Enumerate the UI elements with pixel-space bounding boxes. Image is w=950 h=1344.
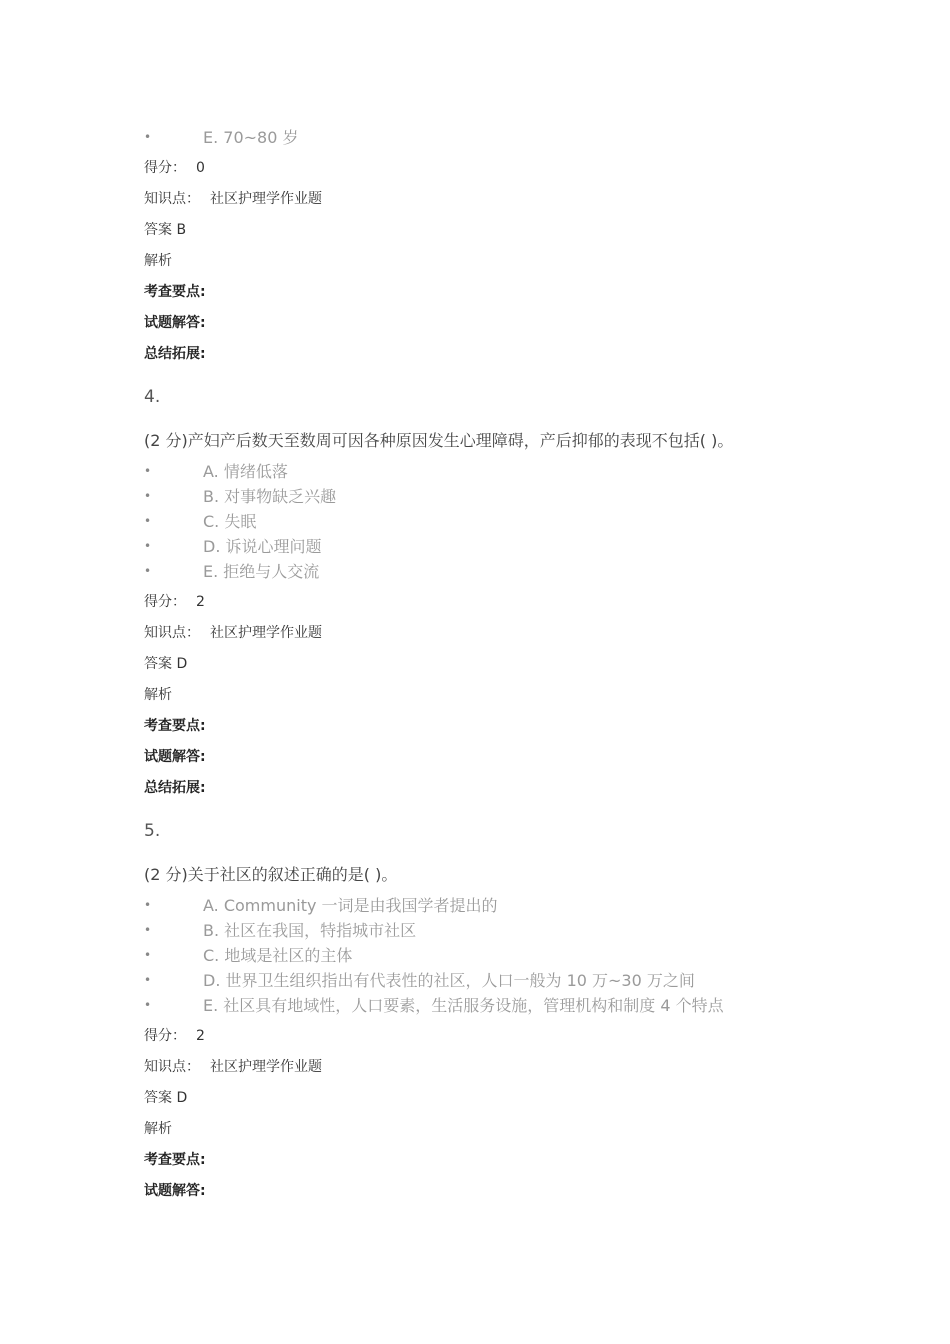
q5-analysis: 解析 — [144, 1121, 172, 1137]
q4-number: 4. — [144, 387, 161, 407]
q4-analysis: 解析 — [144, 687, 172, 703]
q5-knowledge — [144, 1057, 322, 1077]
bullet: • — [144, 130, 152, 144]
score-label: 得分： — [144, 1028, 186, 1044]
bullet: • — [144, 539, 152, 553]
bullet: • — [144, 489, 152, 503]
option-text: B. 社区在我国，特指城市社区 — [203, 921, 417, 940]
q5-score — [144, 1026, 205, 1046]
bullet: • — [144, 564, 152, 578]
option-text: C. 失眠 — [203, 512, 257, 531]
option-text: B. 对事物缺乏兴趣 — [203, 487, 337, 506]
q5-text: (2 分)关于社区的叙述正确的是( )。 — [144, 865, 398, 884]
score-label: 得分： — [144, 594, 186, 610]
q3-score — [144, 158, 205, 178]
knowledge-value: 社区护理学作业题 — [210, 191, 322, 207]
bullet: • — [144, 923, 152, 937]
score-value: 0 — [196, 160, 205, 176]
option-text: A. 情绪低落 — [203, 462, 288, 481]
bullet: • — [144, 514, 152, 528]
knowledge-value: 社区护理学作业题 — [210, 1059, 322, 1075]
q3-key-points: 考查要点: — [144, 284, 206, 300]
q4-key-points: 考查要点: — [144, 718, 206, 734]
q4-explanation: 试题解答: — [144, 749, 206, 765]
bullet: • — [144, 973, 152, 987]
q3-explanation: 试题解答: — [144, 315, 206, 331]
option-text: A. Community 一词是由我国学者提出的 — [203, 896, 498, 915]
q3-analysis: 解析 — [144, 253, 172, 269]
bullet: • — [144, 898, 152, 912]
q3-knowledge — [144, 189, 322, 209]
bullet: • — [144, 998, 152, 1012]
knowledge-label: 知识点： — [144, 1059, 200, 1075]
q3-summary: 总结拓展: — [144, 346, 206, 362]
score-value: 2 — [196, 1028, 205, 1044]
q5-number: 5. — [144, 821, 161, 841]
knowledge-label: 知识点： — [144, 625, 200, 641]
knowledge-label: 知识点： — [144, 191, 200, 207]
bullet: • — [144, 948, 152, 962]
option-text: D. 诉说心理问题 — [203, 537, 322, 556]
q4-text: (2 分)产妇产后数天至数周可因各种原因发生心理障碍，产后抑郁的表现不包括( )。 — [144, 431, 734, 450]
option-text: E. 拒绝与人交流 — [203, 562, 320, 581]
option-text: D. 世界卫生组织指出有代表性的社区，人口一般为 10 万~30 万之间 — [203, 971, 695, 990]
q4-knowledge — [144, 623, 322, 643]
q5-answer: 答案 D — [144, 1090, 188, 1106]
option-text: E. 70~80 岁 — [203, 128, 299, 147]
score-label: 得分： — [144, 160, 186, 176]
bullet: • — [144, 464, 152, 478]
score-value: 2 — [196, 594, 205, 610]
knowledge-value: 社区护理学作业题 — [210, 625, 322, 641]
q4-score — [144, 592, 205, 612]
q5-key-points: 考查要点: — [144, 1152, 206, 1168]
q4-summary: 总结拓展: — [144, 780, 206, 796]
q5-explanation: 试题解答: — [144, 1183, 206, 1199]
q3-answer: 答案 B — [144, 222, 187, 238]
option-text: C. 地域是社区的主体 — [203, 946, 353, 965]
option-text: E. 社区具有地域性，人口要素，生活服务设施，管理机构和制度 4 个特点 — [203, 996, 724, 1015]
q4-answer: 答案 D — [144, 656, 188, 672]
